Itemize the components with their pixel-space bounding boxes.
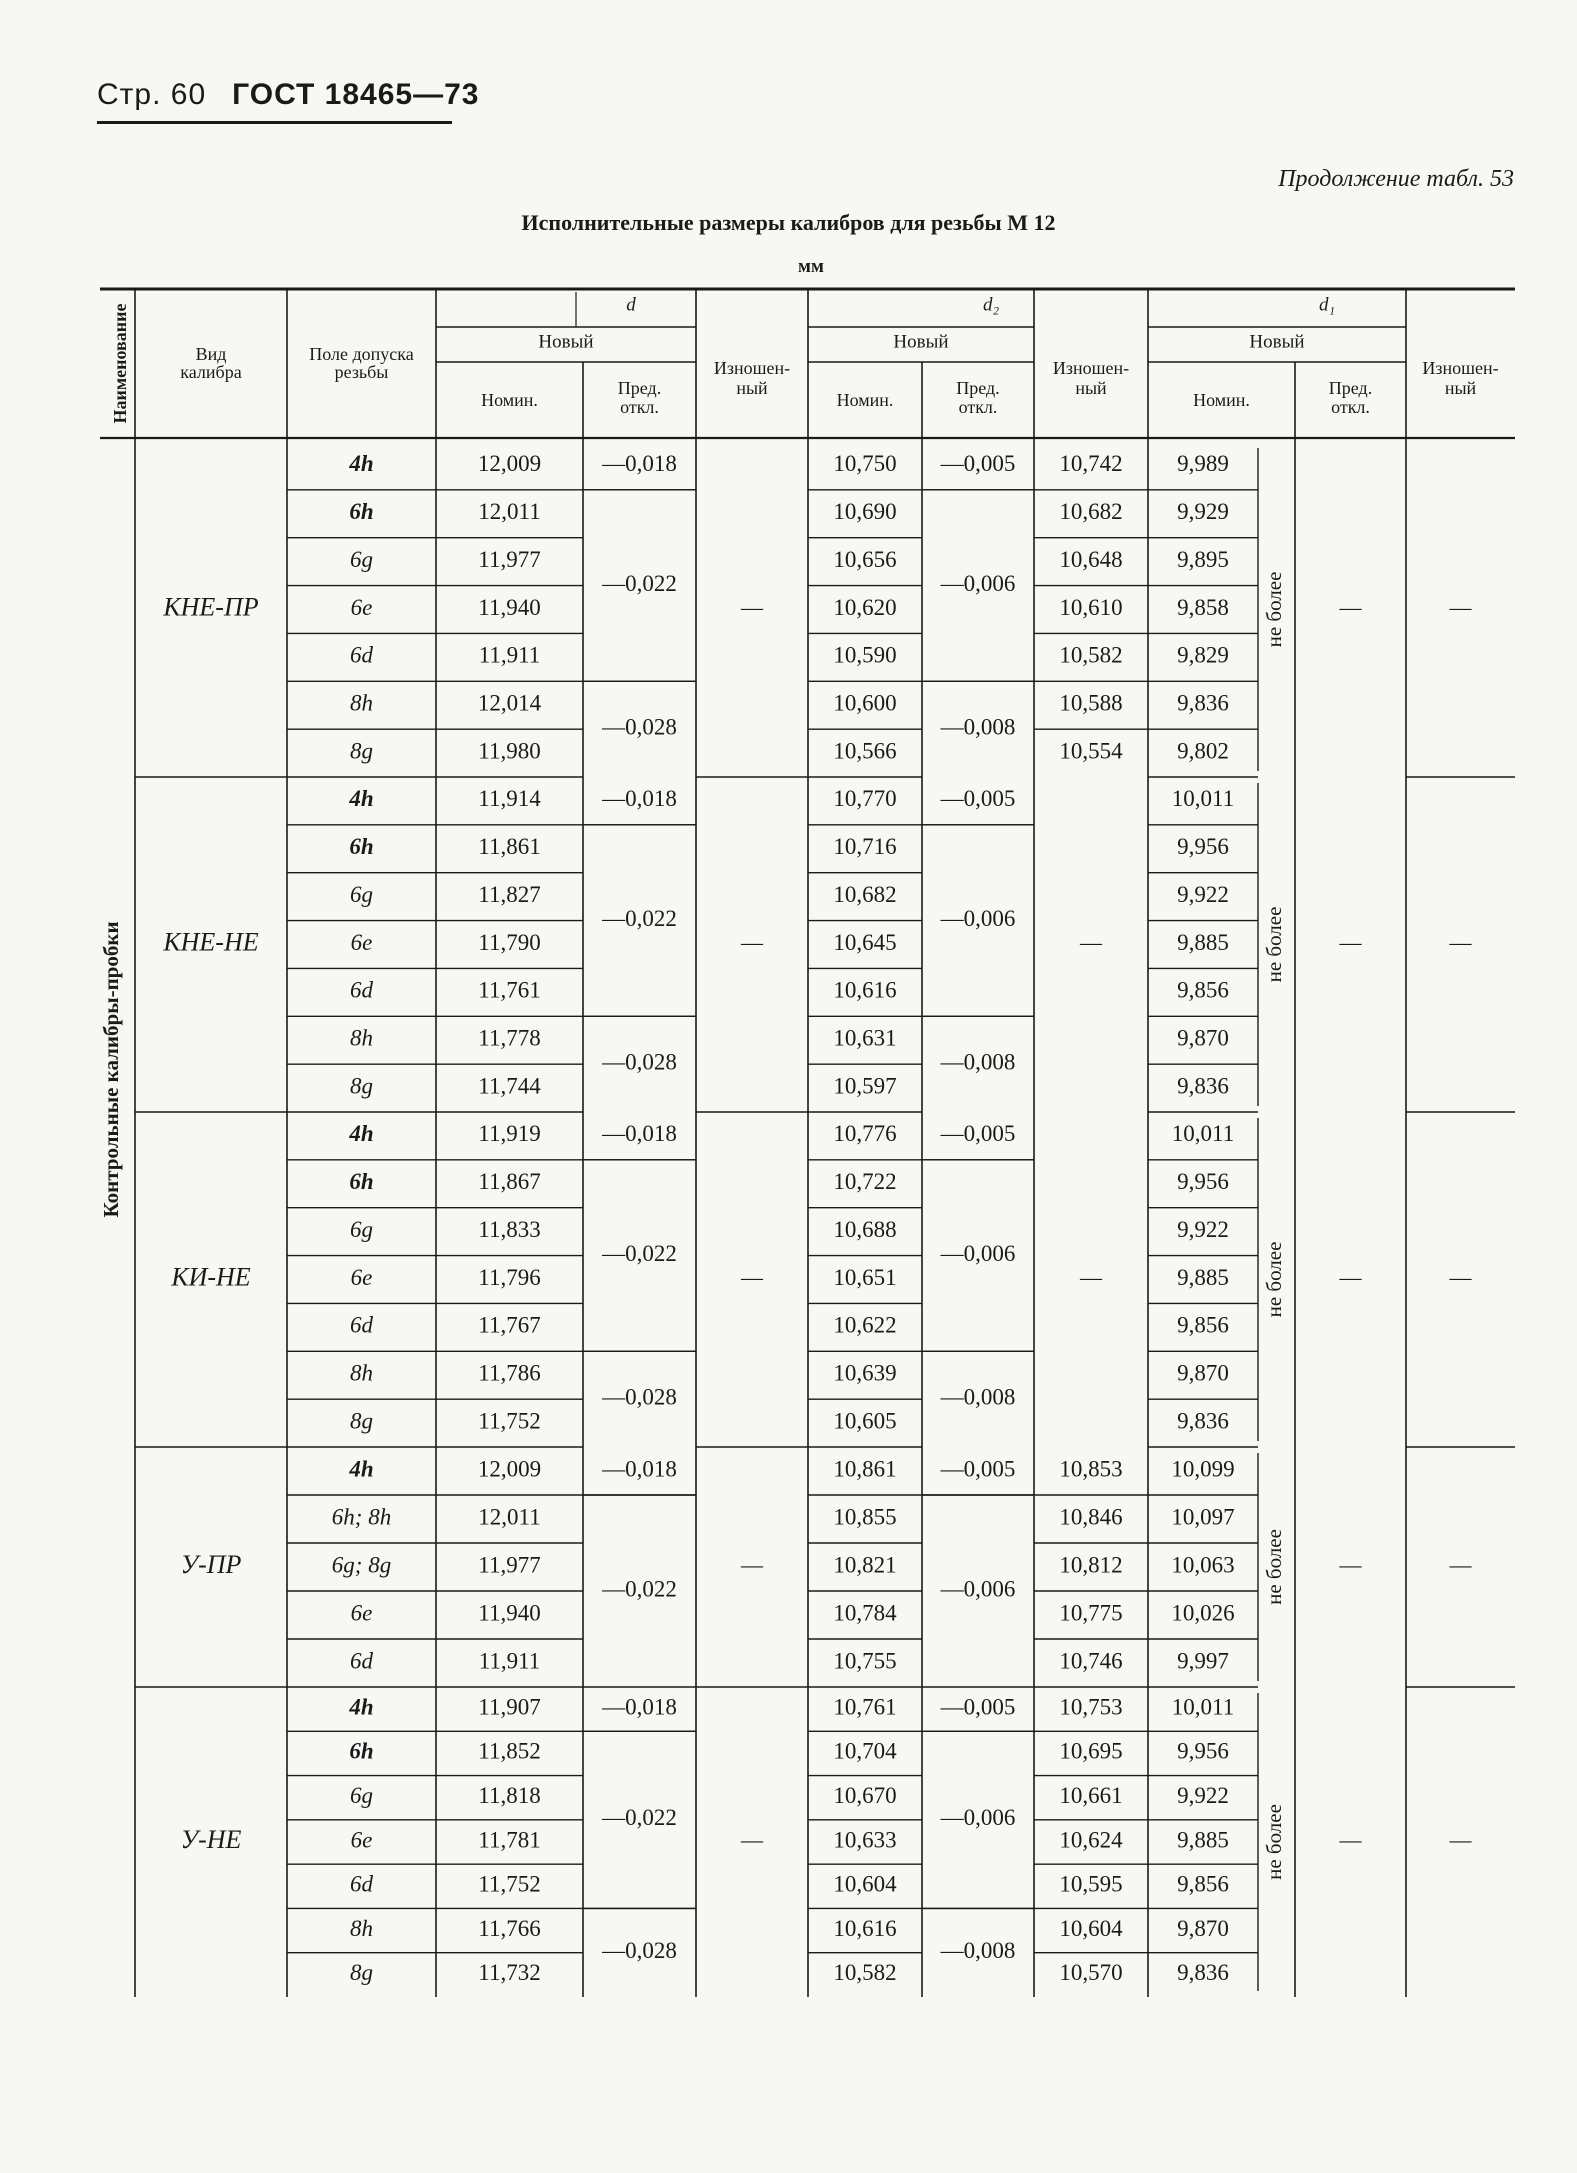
d-deviation: —0,018	[602, 786, 677, 812]
d2-deviation: —0,005	[940, 451, 1016, 477]
d2-deviation: —0,006	[940, 1805, 1016, 1831]
d-nominal: 11,977	[478, 546, 541, 572]
dash-worn-d1: —	[1449, 594, 1472, 620]
tolerance-field: 4h	[349, 1456, 374, 1482]
gauge-name: КНЕ-НЕ	[163, 927, 259, 957]
header-field: Поле допуска	[309, 344, 414, 365]
header-deviation: Пред.	[1328, 378, 1373, 399]
gauge-name: У-ПР	[180, 1549, 242, 1579]
d-nominal: 12,009	[477, 451, 542, 477]
tolerance-field: 6g	[350, 546, 373, 572]
header-kind: калибра	[180, 362, 242, 383]
d-nominal: 11,752	[478, 1408, 541, 1434]
standard-number: ГОСТ 18465—73	[232, 78, 480, 111]
tolerance-field: 6h	[349, 1169, 374, 1195]
d2-nominal: 10,622	[833, 1312, 897, 1338]
d-nominal: 11,907	[478, 1694, 541, 1720]
d1-nominal: 10,097	[1171, 1504, 1235, 1530]
dash-worn-d: —	[741, 594, 763, 620]
d-nominal: 11,744	[478, 1073, 541, 1099]
d1-nominal: 10,026	[1171, 1600, 1235, 1626]
note-not-more: не более	[1261, 1529, 1286, 1605]
d2-nominal: 10,861	[833, 1456, 897, 1482]
d2-nominal: 10,604	[833, 1871, 897, 1897]
d1-nominal: 9,956	[1177, 1738, 1229, 1764]
dash-worn-d2: —	[1080, 1264, 1102, 1290]
dash-worn-d1: —	[1449, 1827, 1472, 1853]
tolerance-field: 4h	[349, 1121, 374, 1147]
d-nominal: 11,786	[478, 1360, 541, 1386]
d-deviation: —0,022	[602, 570, 677, 596]
d1-nominal: 9,885	[1177, 1264, 1229, 1290]
d2-nominal: 10,776	[833, 1121, 897, 1147]
note-not-more: не более	[1261, 906, 1286, 983]
d2-deviation: —0,005	[940, 786, 1016, 812]
d-nominal: 11,914	[478, 786, 541, 812]
d2-worn: 10,661	[1059, 1782, 1123, 1808]
header-nominal: Номин.	[836, 390, 894, 411]
d1-nominal: 9,856	[1177, 1871, 1229, 1897]
d2-nominal: 10,605	[833, 1408, 897, 1434]
d-deviation: —0,022	[602, 905, 677, 931]
header-d1: d₁	[1318, 294, 1336, 316]
tolerance-field: 6d	[350, 1871, 373, 1897]
d1-nominal: 9,956	[1177, 834, 1229, 860]
d1-nominal: 9,829	[1177, 642, 1229, 668]
tolerance-field: 6h; 8h	[331, 1504, 392, 1530]
d2-nominal: 10,750	[833, 451, 897, 477]
d2-worn: 10,610	[1059, 594, 1123, 620]
tolerance-field: 6d	[350, 977, 373, 1003]
d-nominal: 11,827	[478, 881, 541, 907]
d2-deviation: —0,008	[940, 1937, 1016, 1963]
side-label: Контрольные калибры-пробки	[98, 921, 123, 1218]
d1-nominal: 9,956	[1177, 1169, 1229, 1195]
d2-nominal: 10,821	[833, 1552, 897, 1578]
d-nominal: 11,818	[478, 1782, 541, 1808]
d1-nominal: 10,011	[1171, 786, 1235, 812]
d1-nominal: 10,099	[1171, 1456, 1235, 1482]
dash-worn-d2: —	[1080, 929, 1102, 955]
tolerance-field: 8g	[350, 1408, 373, 1434]
tolerance-field: 8g	[350, 1073, 373, 1099]
header-deviation: Пред.	[956, 378, 1000, 399]
tolerance-field: 8h	[350, 1360, 373, 1386]
d1-nominal: 9,929	[1177, 499, 1229, 525]
d2-worn: 10,812	[1059, 1552, 1123, 1578]
d-nominal: 11,852	[478, 1738, 541, 1764]
tolerance-field: 6e	[350, 1600, 373, 1626]
tolerance-field: 4h	[349, 451, 374, 477]
header-name: Наименование	[110, 303, 131, 424]
d-nominal: 11,911	[478, 1648, 541, 1674]
note-not-more: не более	[1261, 1804, 1286, 1880]
d2-deviation: —0,008	[940, 1049, 1016, 1075]
tolerance-field: 6h	[349, 1738, 374, 1764]
d-nominal: 12,011	[478, 499, 541, 525]
header-d: d	[626, 294, 636, 316]
header-new: Новый	[1249, 331, 1305, 353]
d-nominal: 11,919	[478, 1121, 541, 1147]
d1-nominal: 9,922	[1177, 881, 1229, 907]
tolerance-field: 8g	[350, 738, 373, 764]
d1-nominal: 9,885	[1177, 1827, 1229, 1853]
header-worn: ный	[1444, 378, 1477, 399]
dash-dev-d1: —	[1339, 929, 1362, 955]
tolerance-field: 6e	[350, 594, 373, 620]
d2-worn: 10,648	[1059, 546, 1123, 572]
d-deviation: —0,028	[602, 1937, 677, 1963]
d2-deviation: —0,006	[940, 1576, 1016, 1602]
d2-nominal: 10,682	[833, 881, 897, 907]
d2-worn: 10,742	[1059, 451, 1123, 477]
tolerance-field: 6e	[350, 1827, 373, 1853]
d2-nominal: 10,616	[833, 977, 897, 1003]
header-kind: Вид	[195, 344, 227, 365]
d1-nominal: 10,011	[1171, 1694, 1235, 1720]
table-title: Исполнительные размеры калибров для резьбы М 12	[521, 210, 1056, 235]
d1-nominal: 9,802	[1177, 738, 1229, 764]
d-deviation: —0,028	[602, 714, 677, 740]
d1-nominal: 9,922	[1177, 1216, 1229, 1242]
d-nominal: 11,778	[478, 1025, 541, 1051]
d2-nominal: 10,620	[833, 594, 897, 620]
header-worn: Изношен-	[713, 358, 791, 379]
tolerance-field: 6e	[350, 1264, 373, 1290]
tolerance-field: 8h	[350, 1915, 373, 1941]
d2-nominal: 10,704	[833, 1738, 897, 1764]
note-not-more: не более	[1261, 571, 1286, 648]
dash-worn-d: —	[741, 1552, 763, 1578]
d1-nominal: 9,997	[1177, 1648, 1229, 1674]
d2-deviation: —0,005	[940, 1121, 1016, 1147]
d2-nominal: 10,755	[833, 1648, 897, 1674]
d2-nominal: 10,761	[833, 1694, 897, 1720]
d1-nominal: 9,836	[1177, 690, 1229, 716]
header-worn: Изношен-	[1422, 358, 1499, 379]
header-deviation: откл.	[620, 397, 659, 418]
dash-worn-d1: —	[1449, 1552, 1472, 1578]
unit-label: мм	[798, 256, 824, 277]
d2-worn: 10,746	[1059, 1648, 1123, 1674]
header-nominal: Номин.	[481, 390, 538, 411]
d2-nominal: 10,690	[833, 499, 897, 525]
d2-worn: 10,846	[1059, 1504, 1123, 1530]
d1-nominal: 9,870	[1177, 1025, 1229, 1051]
d-nominal: 11,833	[478, 1216, 541, 1242]
d2-worn: 10,570	[1059, 1960, 1123, 1986]
d2-worn: 10,582	[1059, 642, 1123, 668]
d2-worn: 10,695	[1059, 1738, 1123, 1764]
d2-nominal: 10,633	[833, 1827, 897, 1853]
tolerance-field: 6e	[350, 929, 373, 955]
d-deviation: —0,028	[602, 1049, 677, 1075]
d-deviation: —0,028	[602, 1384, 677, 1410]
d2-nominal: 10,656	[833, 546, 897, 572]
d-nominal: 11,796	[478, 1264, 541, 1290]
header-worn: ный	[1075, 378, 1107, 399]
d1-nominal: 10,011	[1171, 1121, 1235, 1147]
continuation-note: Продолжение табл. 53	[1278, 166, 1514, 192]
d-nominal: 11,732	[478, 1960, 541, 1986]
gauge-name: У-НЕ	[180, 1824, 242, 1854]
d-nominal: 11,940	[478, 594, 541, 620]
d1-nominal: 9,870	[1177, 1360, 1229, 1386]
tolerance-field: 8g	[350, 1960, 373, 1986]
d1-nominal: 9,856	[1177, 977, 1229, 1003]
d2-nominal: 10,716	[833, 834, 897, 860]
header-deviation: откл.	[1331, 397, 1370, 418]
d2-nominal: 10,770	[833, 786, 897, 812]
d2-worn: 10,853	[1059, 1456, 1123, 1482]
d-nominal: 12,014	[477, 690, 542, 716]
tolerance-field: 6h	[349, 834, 374, 860]
d2-nominal: 10,600	[833, 690, 897, 716]
d2-nominal: 10,597	[833, 1073, 897, 1099]
d1-nominal: 10,063	[1171, 1552, 1235, 1578]
d1-nominal: 9,858	[1177, 594, 1229, 620]
d2-nominal: 10,582	[833, 1960, 897, 1986]
d1-nominal: 9,836	[1177, 1073, 1229, 1099]
d2-nominal: 10,639	[833, 1360, 897, 1386]
d2-worn: 10,624	[1059, 1827, 1123, 1853]
d1-nominal: 9,856	[1177, 1312, 1229, 1338]
d2-deviation: —0,006	[940, 905, 1016, 931]
d2-nominal: 10,670	[833, 1782, 897, 1808]
tolerance-field: 8h	[350, 1025, 373, 1051]
dash-dev-d1: —	[1339, 1552, 1362, 1578]
d2-nominal: 10,590	[833, 642, 897, 668]
dash-worn-d1: —	[1449, 1264, 1472, 1290]
d-nominal: 11,781	[478, 1827, 541, 1853]
header-worn: Изношен-	[1052, 358, 1130, 379]
d1-nominal: 9,885	[1177, 929, 1229, 955]
tolerance-field: 6h	[349, 499, 374, 525]
header-deviation: откл.	[958, 397, 998, 418]
d-nominal: 11,911	[478, 642, 541, 668]
d2-nominal: 10,631	[833, 1025, 897, 1051]
tolerance-field: 6g	[350, 1782, 373, 1808]
d-deviation: —0,022	[602, 1240, 677, 1266]
dash-worn-d: —	[741, 1264, 763, 1290]
d-nominal: 11,977	[478, 1552, 541, 1578]
d2-nominal: 10,651	[833, 1264, 897, 1290]
gauge-name: КИ-НЕ	[171, 1262, 251, 1292]
d-deviation: —0,018	[602, 1121, 677, 1147]
d2-nominal: 10,855	[833, 1504, 897, 1530]
d2-nominal: 10,566	[833, 738, 897, 764]
d-nominal: 12,009	[477, 1456, 542, 1482]
header-worn: ный	[736, 378, 768, 399]
d-nominal: 11,790	[478, 929, 541, 955]
d2-worn: 10,753	[1059, 1694, 1123, 1720]
gauge-name: КНЕ-ПР	[163, 592, 259, 622]
d2-nominal: 10,722	[833, 1169, 897, 1195]
tolerance-field: 6d	[350, 642, 373, 668]
tolerance-field: 6g	[350, 881, 373, 907]
d-deviation: —0,022	[602, 1576, 677, 1602]
d1-nominal: 9,870	[1177, 1915, 1229, 1941]
d1-nominal: 9,895	[1177, 546, 1229, 572]
d-nominal: 12,011	[478, 1504, 541, 1530]
d2-nominal: 10,688	[833, 1216, 897, 1242]
header-deviation: Пред.	[617, 378, 662, 399]
header-nominal: Номин.	[1193, 390, 1250, 411]
d-nominal: 11,761	[478, 977, 541, 1003]
dash-dev-d1: —	[1339, 1264, 1362, 1290]
d-nominal: 11,940	[478, 1600, 541, 1626]
d2-deviation: —0,006	[940, 570, 1016, 596]
page-number: Стр. 60	[97, 78, 207, 111]
tolerance-field: 8h	[350, 690, 373, 716]
dash-dev-d1: —	[1339, 1827, 1362, 1853]
tolerance-field: 6g	[350, 1216, 373, 1242]
tolerance-field: 6g; 8g	[331, 1552, 392, 1578]
dash-worn-d1: —	[1449, 929, 1472, 955]
note-not-more: не более	[1261, 1241, 1286, 1318]
header-new: Новый	[893, 331, 949, 353]
dash-worn-d: —	[741, 929, 763, 955]
d1-nominal: 9,836	[1177, 1408, 1229, 1434]
d2-worn: 10,588	[1059, 690, 1123, 716]
d-deviation: —0,018	[602, 1456, 677, 1482]
d-nominal: 11,752	[478, 1871, 541, 1897]
d1-nominal: 9,989	[1177, 451, 1229, 477]
tolerance-field: 6d	[350, 1312, 373, 1338]
tolerance-field: 4h	[349, 1694, 374, 1720]
tolerance-field: 6d	[350, 1648, 373, 1674]
d-nominal: 11,861	[478, 834, 541, 860]
d2-worn: 10,604	[1059, 1915, 1123, 1941]
d2-deviation: —0,005	[940, 1456, 1016, 1482]
header-new: Новый	[538, 331, 594, 353]
d-nominal: 11,867	[478, 1169, 541, 1195]
d2-deviation: —0,005	[940, 1694, 1016, 1720]
d2-deviation: —0,006	[940, 1240, 1016, 1266]
d2-worn: 10,554	[1059, 738, 1123, 764]
d1-nominal: 9,836	[1177, 1960, 1229, 1986]
d2-worn: 10,595	[1059, 1871, 1123, 1897]
d2-deviation: —0,008	[940, 1384, 1016, 1410]
d2-worn: 10,682	[1059, 499, 1123, 525]
d-deviation: —0,022	[602, 1805, 677, 1831]
header-d2: d₂	[982, 294, 1000, 316]
d1-nominal: 9,922	[1177, 1782, 1229, 1808]
dash-dev-d1: —	[1339, 594, 1362, 620]
d2-worn: 10,775	[1059, 1600, 1123, 1626]
d-nominal: 11,980	[478, 738, 541, 764]
d-nominal: 11,766	[478, 1915, 541, 1941]
d-nominal: 11,767	[478, 1312, 541, 1338]
dash-worn-d: —	[741, 1827, 763, 1853]
tolerance-field: 4h	[349, 786, 374, 812]
header-field: резьбы	[334, 362, 389, 383]
d-deviation: —0,018	[602, 1694, 677, 1720]
d-deviation: —0,018	[602, 451, 677, 477]
d2-nominal: 10,784	[833, 1600, 897, 1626]
d2-nominal: 10,645	[833, 929, 897, 955]
d2-deviation: —0,008	[940, 714, 1016, 740]
d2-nominal: 10,616	[833, 1915, 897, 1941]
